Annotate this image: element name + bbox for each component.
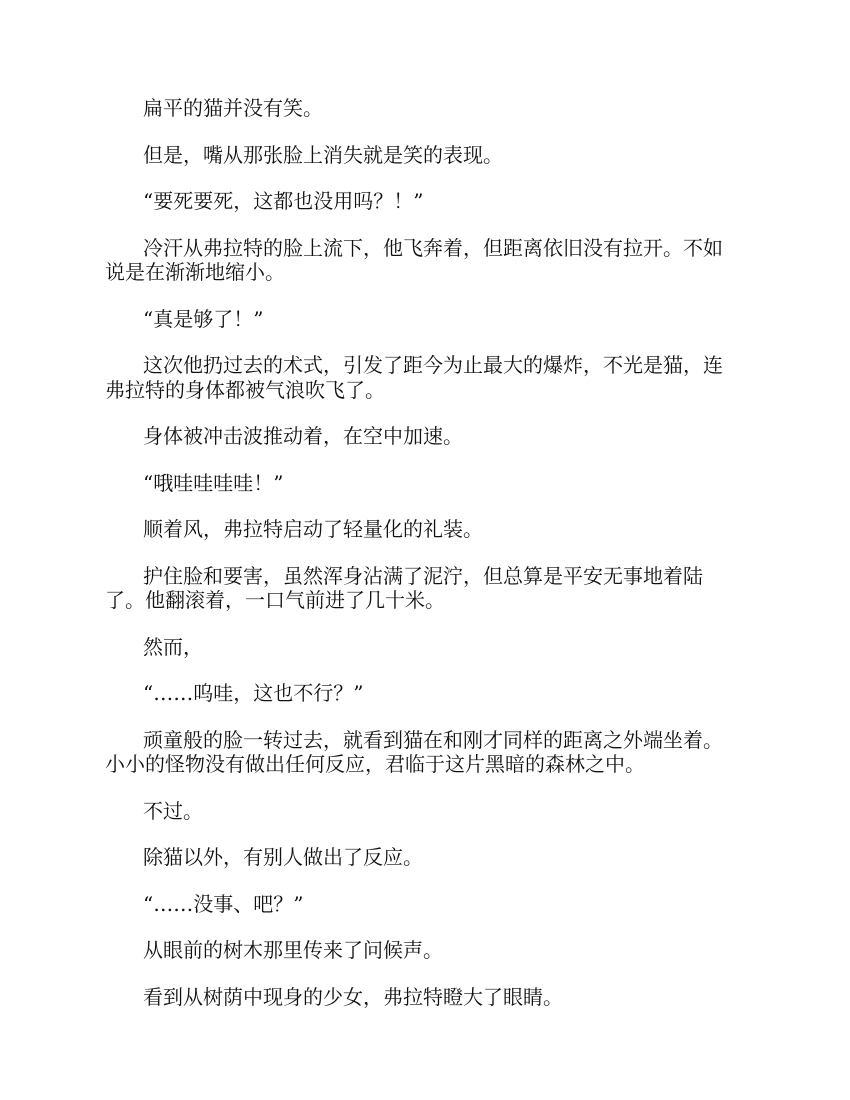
paragraph-line: 了。他翻滚着，一口气前进了几十米。: [105, 588, 445, 612]
paragraph: [105, 799, 755, 824]
paragraph: [105, 424, 755, 449]
paragraph-line: 但是，嘴从那张脸上消失就是笑的表现。: [143, 142, 503, 167]
paragraph: [105, 307, 755, 332]
paragraph-line: 冷汗从弗拉特的脸上流下，他飞奔着，但距离依旧没有拉开。不如: [143, 235, 723, 260]
paragraph-line: 顺着风，弗拉特启动了轻量化的礼装。: [143, 517, 483, 541]
paragraph: [105, 143, 755, 168]
paragraph-line: 扁平的猫并没有笑。: [143, 96, 323, 120]
paragraph: [105, 96, 755, 121]
document-body: [105, 96, 755, 1031]
paragraph: [105, 471, 755, 496]
paragraph-line: 除猫以外，有别人做出了反应。: [143, 845, 423, 869]
paragraph: [105, 985, 755, 1010]
paragraph-line: “要死要死，这都也没用吗？！”: [143, 189, 424, 213]
paragraph: [105, 845, 755, 870]
paragraph: [105, 892, 755, 917]
paragraph: [105, 938, 755, 963]
paragraph: [105, 728, 755, 777]
paragraph-line: 护住脸和要害，虽然浑身沾满了泥泞，但总算是平安无事地着陆: [143, 563, 703, 588]
paragraph-line: 从眼前的树木那里传来了问候声。: [143, 938, 443, 962]
paragraph-line: “……没事、吧？”: [143, 891, 304, 916]
paragraph: [105, 635, 755, 660]
paragraph: [105, 189, 755, 214]
paragraph-line: 说是在渐渐地缩小。: [105, 260, 285, 284]
paragraph-line: “真是够了！”: [143, 306, 264, 331]
paragraph-line: 然而，: [143, 634, 203, 659]
paragraph-line: 身体被冲击波推动着，在空中加速。: [143, 424, 463, 448]
paragraph-line: 看到从树荫中现身的少女，弗拉特瞪大了眼睛。: [143, 984, 563, 1009]
paragraph-line: “哦哇哇哇哇！”: [143, 470, 284, 495]
paragraph: [105, 236, 755, 285]
paragraph: [105, 681, 755, 706]
paragraph-line: 小小的怪物没有做出任何反应，君临于这片黑暗的森林之中。: [105, 752, 645, 776]
paragraph: [105, 564, 755, 613]
paragraph-line: “……呜哇，这也不行？”: [143, 681, 364, 705]
paragraph: [105, 353, 755, 402]
paragraph: [105, 517, 755, 542]
paragraph-line: 弗拉特的身体都被气浪吹飞了。: [105, 377, 385, 402]
paragraph-line: 顽童般的脸一转过去，就看到猫在和刚才同样的距离之外端坐着。: [143, 727, 723, 752]
paragraph-line: 不过。: [143, 798, 203, 823]
paragraph-line: 这次他扔过去的术式，引发了距今为止最大的爆炸，不光是猫，连: [143, 353, 723, 377]
